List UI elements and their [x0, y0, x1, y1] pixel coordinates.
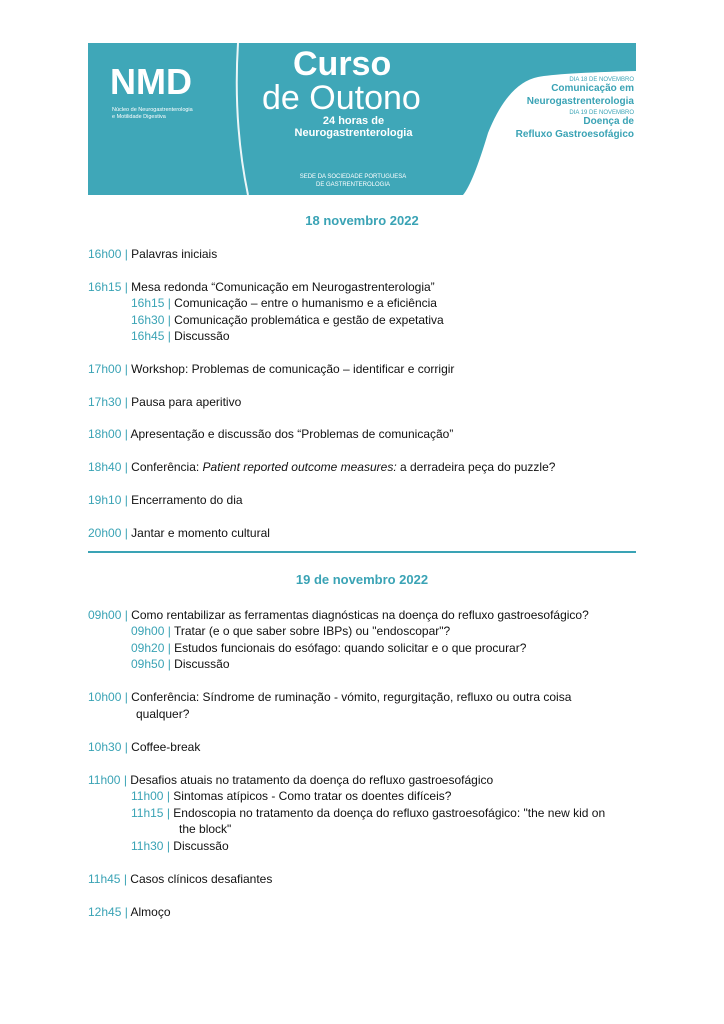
- agenda-item: 18h00 | Apresentação e discussão dos “Problemas de comunicação”: [88, 427, 454, 441]
- agenda-subitem: 11h15 | Endoscopia no tratamento da doença do refluxo gastroesofágico: "the new kid on: [131, 806, 606, 820]
- day-separator: [88, 551, 636, 553]
- agenda-subitem: 16h45 | Discussão: [131, 329, 230, 343]
- logo-subtitle: Núcleo de Neurogastrenterologia e Motilidade Digestiva: [112, 107, 193, 120]
- agenda-item-continuation: qualquer?: [136, 707, 190, 721]
- agenda-item: 19h10 | Encerramento do dia: [88, 493, 243, 507]
- agenda-item: 18h40 | Conferência: Patient reported outcome measures: a derradeira peça do puzzle?: [88, 460, 556, 474]
- days-summary: DIA 18 DE NOVEMBRO Comunicação em Neurogastrenterologia DIA 19 DE NOVEMBRO Doença de Refluxo Gastroesofágico: [515, 77, 634, 140]
- agenda-item: 11h00 | Desafios atuais no tratamento da doença do refluxo gastroesofágico: [88, 773, 494, 787]
- agenda-subitem: 09h00 | Tratar (e o que saber sobre IBPs) ou "endoscopar"?: [131, 624, 451, 638]
- course-title-line2: de Outono: [262, 79, 421, 117]
- day2-title: 19 de novembro 2022: [295, 572, 429, 587]
- nmd-logo: NMD: [110, 61, 192, 102]
- agenda-item: 10h00 | Conferência: Síndrome de ruminação - vómito, regurgitação, refluxo ou outra coisa: [88, 690, 572, 704]
- agenda-subitem: 11h30 | Discussão: [131, 839, 229, 853]
- agenda-subitem: 11h00 | Sintomas atípicos - Como tratar os doentes difíceis?: [131, 789, 452, 803]
- agenda-item: 20h00 | Jantar e momento cultural: [88, 526, 270, 540]
- agenda-item: 16h00 | Palavras iniciais: [88, 247, 218, 261]
- day1-title: 18 novembro 2022: [305, 213, 419, 228]
- agenda-item: 17h30 | Pausa para aperitivo: [88, 395, 242, 409]
- agenda-subitem: 16h15 | Comunicação – entre o humanismo e a eficiência: [131, 296, 437, 310]
- course-title-line1: Curso: [293, 45, 392, 83]
- agenda-item: 17h00 | Workshop: Problemas de comunicação – identificar e corrigir: [88, 362, 455, 376]
- agenda-subitem: 16h30 | Comunicação problemática e gestão de expetativa: [131, 313, 444, 327]
- agenda-subitem: 09h20 | Estudos funcionais do esófago: quando solicitar e o que procurar?: [131, 641, 527, 655]
- agenda-item: 12h45 | Almoço: [88, 905, 171, 919]
- agenda-subitem: 09h50 | Discussão: [131, 657, 230, 671]
- header-banner: [88, 43, 636, 195]
- agenda-item: 09h00 | Como rentabilizar as ferramentas diagnósticas na doença do refluxo gastroesofágico?: [88, 608, 589, 622]
- venue: SEDE DA SOCIEDADE PORTUGUESA DE GASTRENTEROLOGIA: [299, 174, 407, 188]
- agenda-item: 10h30 | Coffee-break: [88, 740, 201, 754]
- course-hours: 24 horas de Neurogastrenterologia: [294, 115, 413, 139]
- agenda-subitem-continuation: the block": [179, 822, 232, 836]
- agenda-item: 11h45 | Casos clínicos desafiantes: [88, 872, 273, 886]
- agenda-item: 16h15 | Mesa redonda “Comunicação em Neurogastrenterologia”: [88, 280, 435, 294]
